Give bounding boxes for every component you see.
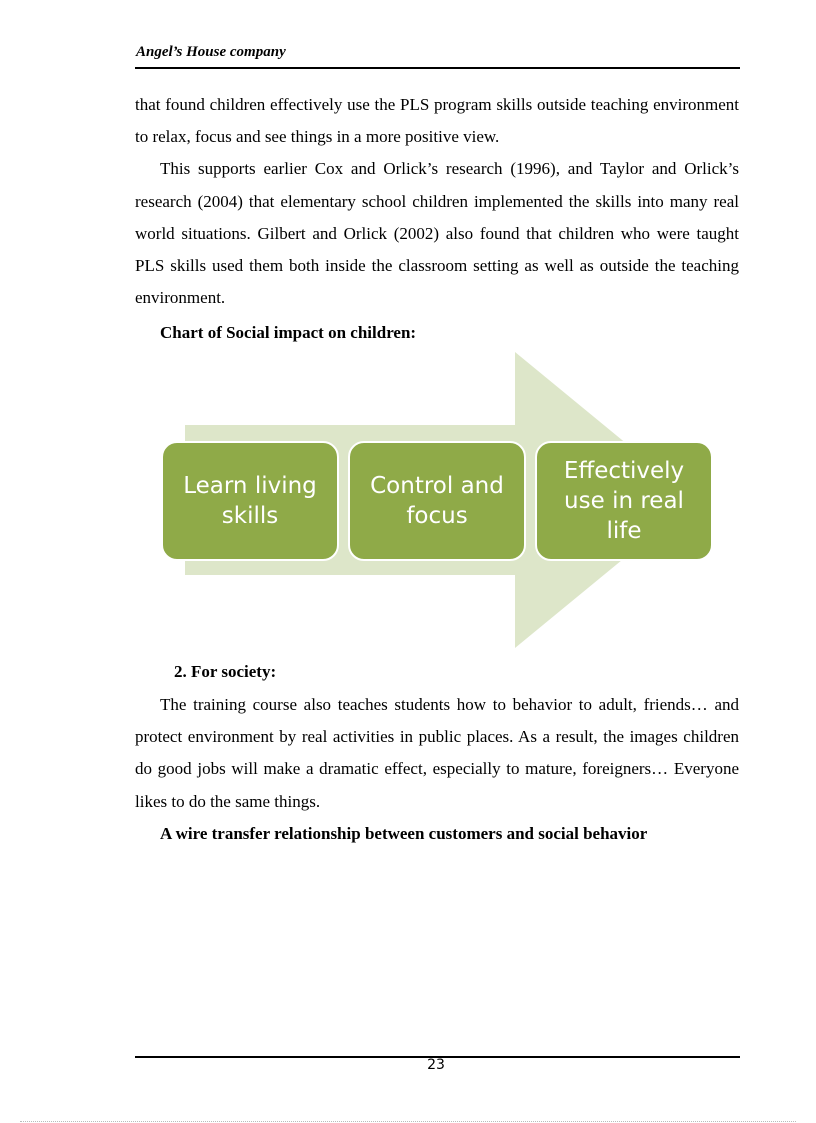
step-label-1: Learn living skills <box>183 473 317 529</box>
page-bottom-border <box>20 1121 796 1122</box>
step-label-2: Control and focus <box>370 473 504 529</box>
wire-transfer-heading: A wire transfer relationship between customers and social behavior <box>160 824 648 843</box>
paragraph-society: The training course also teaches students how to behavior to adult, friends… and protect environment by real activities in public places. As a result, the images children do good jobs will make a dramatic effect, especially to mature, foreigners… Everyone likes to do the same things. <box>135 695 739 811</box>
page-number: 23 <box>427 1057 445 1073</box>
step-label-3: Effectively use in real life <box>563 458 685 544</box>
section-heading-society: 2. For society: <box>174 662 277 681</box>
running-header: Angel’s House company <box>136 44 286 60</box>
chart-heading: Chart of Social impact on children: <box>160 323 417 342</box>
paragraph-continuation: that found children effectively use the PLS program skills outside teaching environment to relax, focus and see things in a more positive view. <box>135 95 739 147</box>
process-diagram <box>155 350 720 655</box>
paragraph-research: This supports earlier Cox and Orlick’s research (1996), and Taylor and Orlick’s research (2004) that elementary school children implemented the skills into many real world situations. Gilbert and Orlick (2002) also found that children who were taught PLS skills used them both inside the classroom setting as well as outside the teaching environment. <box>135 159 739 308</box>
header-rule <box>135 67 740 69</box>
